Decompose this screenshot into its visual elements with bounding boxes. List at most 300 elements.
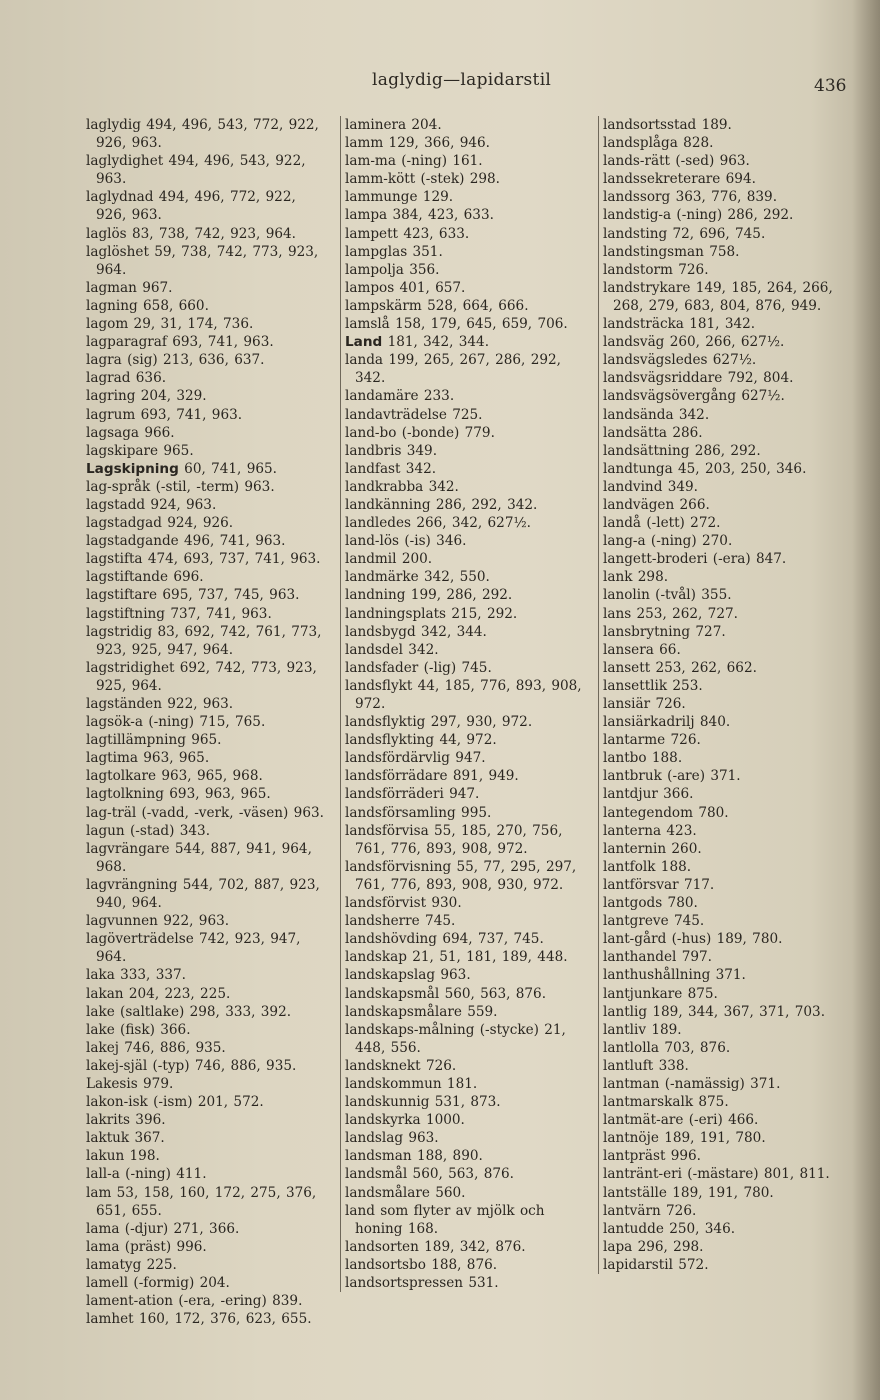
index-entry (603, 406, 843, 424)
index-entry (603, 713, 843, 731)
index-entry (603, 1256, 843, 1274)
index-entry (345, 586, 595, 604)
entry-text: lantvärn 726. (603, 1202, 697, 1219)
bold-headword: Lagskipning (86, 460, 179, 477)
entry-text: lagvrängning 544, 702, 887, 923, 940, 964. (86, 876, 320, 912)
entry-text: laglydighet 494, 496, 543, 922, 963. (86, 153, 306, 188)
index-entry (603, 1057, 843, 1075)
entry-text: landskapslag 963. (345, 967, 471, 984)
entry-text: lanternin 260. (603, 840, 702, 857)
index-entry (603, 930, 843, 948)
entry-text: lantmät-are (-eri) 466. (603, 1112, 759, 1129)
index-entry (603, 1075, 843, 1093)
index-entry (603, 948, 843, 966)
index-entry (86, 605, 330, 623)
entry-text: landsknekt 726. (345, 1057, 457, 1074)
entry-text: landskap 21, 51, 181, 189, 448. (345, 949, 568, 966)
index-entry (86, 623, 330, 659)
index-entry (86, 478, 330, 496)
entry-text: landsplåga 828. (603, 135, 714, 152)
entry-text: lagning 658, 660. (86, 297, 209, 314)
entry-text: lament-ation (-era, -ering) 839. (86, 1293, 303, 1310)
entry-text: lam 53, 158, 160, 172, 275, 376, 651, 655. (86, 1184, 317, 1219)
index-entry (86, 731, 330, 749)
entry-text: lanolin (-tvål) 355. (603, 587, 732, 604)
index-entry (86, 1057, 330, 1075)
index-entry (86, 749, 330, 767)
entry-text: landskyrka 1000. (345, 1112, 465, 1129)
index-entry (86, 1003, 330, 1021)
index-entry (86, 243, 330, 279)
entry-text: lantränt-eri (-mästare) 801, 811. (603, 1166, 830, 1183)
entry-text: lantarme 726. (603, 732, 701, 749)
entry-text: lansettlik 253. (603, 677, 703, 694)
entry-text: lag-träl (-vadd, -verk, -väsen) 963. (86, 804, 324, 821)
entry-text: lama (präst) 996. (86, 1238, 207, 1255)
index-entry (603, 188, 843, 206)
entry-text: laka 333, 337. (86, 967, 186, 984)
index-entry (345, 713, 595, 731)
entry-text: lagtima 963, 965. (86, 750, 210, 767)
entry-text: lagvunnen 922, 963. (86, 913, 230, 930)
index-entry (345, 333, 595, 351)
entry-text: landsortspressen 531. (345, 1275, 499, 1291)
entry-text: landmil 200. (345, 551, 433, 568)
entry-text: landsfördärvlig 947. (345, 750, 486, 767)
entry-text: lantgods 780. (603, 895, 698, 912)
index-entry (86, 695, 330, 713)
index-entry (86, 785, 330, 803)
index-entry (603, 804, 843, 822)
entry-text: lans 253, 262, 727. (603, 605, 738, 622)
index-entry (86, 804, 330, 822)
entry-text: 60, 741, 965. (178, 460, 277, 477)
entry-text: lakan 204, 223, 225. (86, 985, 231, 1002)
index-entry (603, 912, 843, 930)
entry-text: lamatyg 225. (86, 1256, 177, 1273)
entry-text: landssekreterare 694. (603, 171, 756, 188)
entry-text: landå (-lett) 272. (603, 515, 721, 532)
entry-text: landsvägsledes 627½. (603, 352, 757, 369)
index-entry (86, 1238, 330, 1256)
index-entry (345, 424, 595, 442)
entry-text: lamm 129, 366, 946. (345, 135, 490, 152)
index-entry (603, 261, 843, 279)
entry-text: lakrits 396. (86, 1112, 166, 1129)
entry-text: landstingsman 758. (603, 243, 740, 260)
index-entry (603, 1039, 843, 1057)
index-entry (86, 1274, 330, 1292)
index-entry (603, 279, 843, 315)
index-entry (86, 930, 330, 966)
index-entry (345, 1202, 595, 1238)
entry-text: lammunge 129. (345, 189, 454, 206)
entry-text: lagstiftande 696. (86, 569, 204, 586)
index-entry (86, 1039, 330, 1057)
page-edge-shadow (852, 0, 880, 1400)
entry-text: landsbygd 342, 344. (345, 623, 487, 640)
index-entry (603, 894, 843, 912)
entry-text: landsorten 189, 342, 876. (345, 1238, 526, 1255)
index-entry (86, 442, 330, 460)
entry-text: lagvrängare 544, 887, 941, 964, 968. (86, 840, 312, 875)
index-entry (345, 387, 595, 405)
index-entry (345, 1147, 595, 1165)
entry-text: lantjunkare 875. (603, 985, 718, 1002)
entry-text: lampett 423, 633. (345, 225, 470, 242)
index-entry (603, 840, 843, 858)
entry-text: lakej 746, 886, 935. (86, 1039, 226, 1056)
index-entry (86, 116, 330, 152)
entry-text: lagöverträdelse 742, 923, 947, 964. (86, 931, 301, 966)
index-entry (603, 1003, 843, 1021)
index-entry (603, 333, 843, 351)
entry-text: landsflyktig 297, 930, 972. (345, 714, 533, 731)
entry-text: laminera 204. (345, 117, 442, 133)
entry-text: lakun 198. (86, 1148, 160, 1165)
entry-text: landsflykting 44, 972. (345, 732, 497, 749)
index-entry (345, 460, 595, 478)
index-entry (345, 1184, 595, 1202)
index-entry (603, 496, 843, 514)
entry-text: landshövding 694, 737, 745. (345, 931, 544, 948)
index-entry (345, 1256, 595, 1274)
entry-text: landsträcka 181, 342. (603, 316, 756, 333)
index-entry (86, 152, 330, 188)
index-entry (345, 785, 595, 803)
index-entry (603, 478, 843, 496)
entry-text: landsortsstad 189. (603, 117, 732, 133)
index-entry (603, 876, 843, 894)
index-column-right (598, 116, 843, 1274)
entry-text: lagparagraf 693, 741, 963. (86, 334, 274, 351)
running-head: laglydig—lapidarstil (372, 70, 552, 90)
entry-text: landsförvisa 55, 185, 270, 756, 761, 776, 893, 908, 972. (345, 822, 563, 857)
index-entry (86, 822, 330, 840)
entry-text: lake (saltlake) 298, 333, 392. (86, 1003, 292, 1020)
index-entry (345, 858, 595, 894)
entry-text: landstorm 726. (603, 261, 709, 278)
entry-text: Lakesis 979. (86, 1075, 174, 1092)
index-entry (345, 261, 595, 279)
entry-text: lank 298. (603, 569, 669, 586)
entry-text: lagstifta 474, 693, 737, 741, 963. (86, 551, 321, 568)
entry-text: lagstridig 83, 692, 742, 761, 773, 923, 925, 947, 964. (86, 623, 322, 658)
bold-headword: Land (345, 334, 383, 351)
index-entry (345, 641, 595, 659)
entry-text: landskapsmål 560, 563, 876. (345, 985, 547, 1002)
entry-text: landkänning 286, 292, 342. (345, 496, 538, 513)
entry-text: lagsaga 966. (86, 424, 175, 441)
index-entry (603, 1165, 843, 1183)
index-entry (345, 1093, 595, 1111)
index-entry (345, 1165, 595, 1183)
index-entry (603, 695, 843, 713)
index-entry (603, 966, 843, 984)
index-entry (603, 1238, 843, 1256)
entry-text: lantmarskalk 875. (603, 1094, 729, 1111)
index-entry (345, 315, 595, 333)
entry-text: lakej-själ (-typ) 746, 886, 935. (86, 1057, 297, 1074)
entry-text: landa 199, 265, 267, 286, 292, 342. (345, 352, 561, 387)
index-entry (345, 767, 595, 785)
index-entry (603, 351, 843, 369)
index-entry (345, 894, 595, 912)
entry-text: landsflykt 44, 185, 776, 893, 908, 972. (345, 677, 582, 712)
index-entry (86, 1021, 330, 1039)
index-entry (345, 1057, 595, 1075)
index-entry (345, 206, 595, 224)
entry-text: landmärke 342, 550. (345, 569, 490, 586)
index-entry (86, 713, 330, 731)
entry-text: land-bo (-bonde) 779. (345, 424, 495, 441)
entry-text: landavträdelse 725. (345, 406, 483, 423)
index-entry (603, 170, 843, 188)
entry-text: lantluft 338. (603, 1057, 689, 1074)
index-entry (345, 1274, 595, 1292)
index-entry (345, 804, 595, 822)
entry-text: landsting 72, 696, 745. (603, 225, 766, 242)
entry-text: lagskipare 965. (86, 442, 194, 459)
entry-text: lantudde 250, 346. (603, 1220, 736, 1237)
index-entry (345, 532, 595, 550)
entry-text: lantförsvar 717. (603, 876, 715, 893)
index-entry (603, 731, 843, 749)
index-entry (603, 1220, 843, 1238)
index-entry (603, 749, 843, 767)
index-entry (86, 532, 330, 550)
index-entry (603, 550, 843, 568)
index-column-middle (340, 116, 595, 1292)
entry-text: landsherre 745. (345, 913, 456, 930)
index-entry (603, 243, 843, 261)
entry-text: landskapsmålare 559. (345, 1003, 498, 1020)
entry-text: lampolja 356. (345, 261, 440, 278)
entry-text: lampskärm 528, 664, 666. (345, 297, 529, 314)
index-entry (345, 170, 595, 188)
index-column-left (86, 116, 330, 1328)
entry-text: landningsplats 215, 292. (345, 605, 518, 622)
entry-text: lam-ma (-ning) 161. (345, 153, 483, 170)
entry-text: landsmålare 560. (345, 1184, 466, 1201)
index-entry (603, 460, 843, 478)
entry-text: landbris 349. (345, 442, 438, 459)
entry-text: lapidarstil 572. (603, 1256, 709, 1273)
index-entry (603, 134, 843, 152)
entry-text: landledes 266, 342, 627½. (345, 515, 531, 532)
index-entry (86, 985, 330, 1003)
entry-text: lakon-isk (-ism) 201, 572. (86, 1094, 264, 1111)
index-entry (345, 478, 595, 496)
index-entry (345, 948, 595, 966)
entry-text: laglydnad 494, 496, 772, 922, 926, 963. (86, 189, 296, 224)
entry-text: lansiärkadrilj 840. (603, 714, 731, 731)
index-entry (86, 876, 330, 912)
entry-text: landsfader (-lig) 745. (345, 659, 492, 676)
index-entry (345, 188, 595, 206)
entry-text: landsortsbo 188, 876. (345, 1256, 498, 1273)
entry-text: lake (fisk) 366. (86, 1021, 191, 1038)
index-entry (345, 623, 595, 641)
index-entry (345, 912, 595, 930)
index-entry (345, 1003, 595, 1021)
index-entry (86, 1147, 330, 1165)
index-entry (345, 1111, 595, 1129)
entry-text: laglydig 494, 496, 543, 772, 922, 926, 963. (86, 117, 319, 152)
index-entry (603, 586, 843, 604)
entry-text: landsända 342. (603, 406, 710, 423)
index-entry (603, 225, 843, 243)
index-entry (86, 424, 330, 442)
index-entry (86, 369, 330, 387)
index-entry (345, 930, 595, 948)
index-entry (603, 369, 843, 387)
entry-text: landvind 349. (603, 478, 698, 495)
entry-text: landamäre 233. (345, 388, 455, 405)
index-entry (345, 297, 595, 315)
index-entry (86, 568, 330, 586)
entry-text: lagrad 636. (86, 370, 167, 387)
index-entry (603, 315, 843, 333)
entry-text: landslag 963. (345, 1130, 439, 1147)
index-entry (86, 1184, 330, 1220)
entry-text: landsman 188, 890. (345, 1148, 483, 1165)
index-entry (345, 496, 595, 514)
entry-text: lampos 401, 657. (345, 279, 466, 296)
entry-text: landskunnig 531, 873. (345, 1094, 501, 1111)
entry-text: lant-gård (-hus) 189, 780. (603, 931, 783, 948)
entry-text: lanthandel 797. (603, 949, 712, 966)
entry-text: landssorg 363, 776, 839. (603, 189, 778, 206)
index-entry (345, 1075, 595, 1093)
entry-text: lagring 204, 329. (86, 388, 207, 405)
entry-text: lantliv 189. (603, 1021, 682, 1038)
entry-text: lansett 253, 262, 662. (603, 659, 757, 676)
index-entry (345, 116, 595, 134)
index-entry (345, 351, 595, 387)
index-entry (86, 514, 330, 532)
entry-text: landsväg 260, 266, 627½. (603, 334, 785, 351)
entry-text: lapa 296, 298. (603, 1238, 704, 1255)
index-entry (86, 550, 330, 568)
entry-text: lagra (sig) 213, 636, 637. (86, 352, 265, 369)
index-entry (603, 568, 843, 586)
page-number: 436 (814, 76, 847, 96)
entry-text: 181, 342, 344. (382, 334, 490, 351)
entry-text: lanterna 423. (603, 822, 697, 839)
entry-text: landsätta 286. (603, 424, 703, 441)
entry-text: laktuk 367. (86, 1130, 165, 1147)
entry-text: landsvägsriddare 792, 804. (603, 370, 794, 387)
entry-text: lagstadgande 496, 741, 963. (86, 533, 286, 550)
entry-text: lantbruk (-are) 371. (603, 768, 741, 785)
index-entry (603, 1093, 843, 1111)
entry-text: laglös 83, 738, 742, 923, 964. (86, 225, 296, 242)
index-entry (86, 279, 330, 297)
entry-text: lama (-djur) 271, 366. (86, 1220, 240, 1237)
entry-text: lagom 29, 31, 174, 736. (86, 316, 254, 333)
entry-text: landkrabba 342. (345, 478, 459, 495)
index-entry (345, 225, 595, 243)
index-entry (345, 243, 595, 261)
entry-text: landsdel 342. (345, 641, 439, 658)
entry-text: lall-a (-ning) 411. (86, 1166, 207, 1183)
entry-text: lagstiftare 695, 737, 745, 963. (86, 587, 300, 604)
index-entry (86, 586, 330, 604)
entry-text: lagstadd 924, 963. (86, 496, 217, 513)
entry-text: lagtolkare 963, 965, 968. (86, 768, 263, 785)
entry-text: landsättning 286, 292. (603, 442, 761, 459)
index-entry (603, 206, 843, 224)
index-entry (345, 749, 595, 767)
entry-text: lantlolla 703, 876. (603, 1039, 731, 1056)
entry-text: lantdjur 366. (603, 786, 694, 803)
index-entry (603, 152, 843, 170)
entry-text: lamslå 158, 179, 645, 659, 706. (345, 316, 568, 333)
entry-text: lanthushållning 371. (603, 967, 746, 984)
index-entry (86, 966, 330, 984)
index-entry (603, 659, 843, 677)
entry-text: lagrum 693, 741, 963. (86, 406, 243, 423)
index-entry (345, 514, 595, 532)
index-entry (603, 641, 843, 659)
index-entry (603, 623, 843, 641)
entry-text: landskommun 181. (345, 1075, 478, 1092)
entry-text: lantegendom 780. (603, 804, 729, 821)
index-entry (603, 1021, 843, 1039)
index-entry (345, 550, 595, 568)
entry-text: lang-a (-ning) 270. (603, 533, 733, 550)
entry-text: lantnöje 189, 191, 780. (603, 1130, 766, 1147)
entry-text: lantgreve 745. (603, 913, 705, 930)
entry-text: lamell (-formig) 204. (86, 1275, 230, 1291)
entry-text: landfast 342. (345, 460, 437, 477)
entry-text: lantman (-namässig) 371. (603, 1075, 781, 1092)
index-entry (86, 767, 330, 785)
index-entry (603, 605, 843, 623)
entry-text: lagun (-stad) 343. (86, 822, 211, 839)
index-entry (86, 297, 330, 315)
index-entry (345, 659, 595, 677)
index-entry (86, 188, 330, 224)
index-entry (603, 785, 843, 803)
index-entry (86, 406, 330, 424)
entry-text: landtunga 45, 203, 250, 346. (603, 460, 807, 477)
index-entry (603, 1111, 843, 1129)
index-entry (86, 460, 330, 478)
index-entry (86, 659, 330, 695)
index-entry (603, 424, 843, 442)
index-entry (86, 1129, 330, 1147)
entry-text: lamhet 160, 172, 376, 623, 655. (86, 1311, 312, 1328)
entry-text: langett-broderi (-era) 847. (603, 551, 787, 568)
entry-text: landstrykare 149, 185, 264, 266, 268, 279, 683, 804, 876, 949. (603, 279, 833, 314)
index-entry (86, 1075, 330, 1093)
index-entry (86, 496, 330, 514)
entry-text: lampa 384, 423, 633. (345, 207, 494, 224)
entry-text: landstig-a (-ning) 286, 292. (603, 207, 794, 224)
entry-text: landning 199, 286, 292. (345, 587, 513, 604)
index-entry (345, 568, 595, 586)
entry-text: lantställe 189, 191, 780. (603, 1184, 774, 1201)
index-entry (86, 387, 330, 405)
index-entry (603, 677, 843, 695)
entry-text: lantfolk 188. (603, 858, 692, 875)
index-entry (603, 1129, 843, 1147)
index-entry (86, 1256, 330, 1274)
entry-text: lag-språk (-stil, -term) 963. (86, 478, 275, 495)
entry-text: lagman 967. (86, 279, 173, 296)
